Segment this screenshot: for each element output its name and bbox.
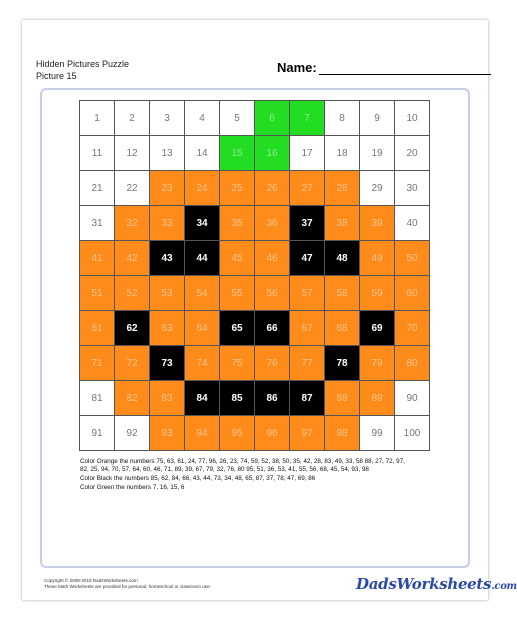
grid-cell[interactable]: 50 [395, 241, 430, 276]
grid-cell[interactable]: 55 [220, 276, 255, 311]
grid-cell[interactable]: 29 [360, 171, 395, 206]
grid-cell[interactable]: 13 [150, 136, 185, 171]
grid-cell[interactable]: 38 [325, 206, 360, 241]
name-label: Name: [277, 60, 317, 75]
grid-cell[interactable]: 39 [360, 206, 395, 241]
logo-rest: Worksheets [396, 575, 492, 593]
grid-cell[interactable]: 66 [255, 311, 290, 346]
grid-cell[interactable]: 8 [325, 101, 360, 136]
page-title: Hidden Pictures Puzzle [36, 59, 130, 69]
grid-cell[interactable]: 37 [290, 206, 325, 241]
grid-cell[interactable]: 4 [185, 101, 220, 136]
grid-cell[interactable]: 54 [185, 276, 220, 311]
title-block [36, 58, 129, 82]
grid-cell[interactable]: 31 [80, 206, 115, 241]
grid-cell[interactable]: 65 [220, 311, 255, 346]
grid-cell[interactable]: 79 [360, 346, 395, 381]
grid-cell[interactable]: 81 [80, 381, 115, 416]
grid-cell[interactable]: 83 [150, 381, 185, 416]
grid-cell[interactable]: 89 [360, 381, 395, 416]
grid-cell[interactable]: 98 [325, 416, 360, 451]
grid-cell[interactable]: 36 [255, 206, 290, 241]
instruction-numbers: 75, 63, 61, 24, 77, 96, 26, 23, 74, 59, 52, 38, 50, 35, 42, 28, 83, 49, 33, 58 88, 27, 72, 97, 82, 25, 94, 70, 57, 64, 60, 46, 71, 89, 39, 67, 79, 32, 76, 80 95, 51, 36, 53, 41, 55, 56, 68, 45, 54, 93, 98 [80, 458, 405, 473]
grid-cell[interactable]: 9 [360, 101, 395, 136]
grid-cell[interactable]: 64 [185, 311, 220, 346]
grid-cell[interactable]: 52 [115, 276, 150, 311]
grid-cell[interactable]: 3 [150, 101, 185, 136]
grid-cell[interactable]: 30 [395, 171, 430, 206]
grid-cell[interactable]: 96 [255, 416, 290, 451]
grid-cell[interactable]: 25 [220, 171, 255, 206]
grid-cell[interactable]: 47 [290, 241, 325, 276]
grid-cell[interactable]: 77 [290, 346, 325, 381]
grid-cell[interactable]: 27 [290, 171, 325, 206]
grid-cell[interactable]: 97 [290, 416, 325, 451]
grid-cell[interactable]: 53 [150, 276, 185, 311]
grid-cell[interactable]: 26 [255, 171, 290, 206]
grid-cell[interactable]: 70 [395, 311, 430, 346]
grid-cell[interactable]: 20 [395, 136, 430, 171]
grid-cell[interactable]: 41 [80, 241, 115, 276]
logo-main: Dads [356, 575, 397, 593]
grid-cell[interactable]: 34 [185, 206, 220, 241]
grid-cell[interactable]: 48 [325, 241, 360, 276]
instruction-label: Color Black the numbers [80, 475, 149, 482]
grid-cell[interactable]: 58 [325, 276, 360, 311]
grid-cell[interactable]: 43 [150, 241, 185, 276]
grid-cell[interactable]: 1 [80, 101, 115, 136]
grid-cell[interactable]: 10 [395, 101, 430, 136]
grid-cell[interactable]: 56 [255, 276, 290, 311]
instruction-label: Color Green the numbers [80, 484, 152, 491]
grid-cell[interactable]: 16 [255, 136, 290, 171]
grid-cell[interactable]: 84 [185, 381, 220, 416]
grid-cell[interactable]: 61 [80, 311, 115, 346]
grid-cell[interactable]: 59 [360, 276, 395, 311]
grid-cell[interactable]: 72 [115, 346, 150, 381]
usage-note: These Math Worksheets are provided for personal, homeschool or classroom use. [44, 584, 211, 589]
grid-cell[interactable]: 75 [220, 346, 255, 381]
grid-cell[interactable]: 86 [255, 381, 290, 416]
instruction-label: Color Orange the numbers [80, 458, 155, 465]
page-subtitle: Picture 15 [36, 71, 77, 81]
grid-cell[interactable]: 19 [360, 136, 395, 171]
copyright-text: Copyright © 2008-2019 DadsWorksheets.com [44, 578, 138, 583]
grid-cell[interactable]: 6 [255, 101, 290, 136]
grid-cell[interactable]: 14 [185, 136, 220, 171]
grid-cell[interactable]: 60 [395, 276, 430, 311]
grid-cell[interactable]: 7 [290, 101, 325, 136]
grid-cell[interactable]: 85 [220, 381, 255, 416]
grid-cell[interactable]: 78 [325, 346, 360, 381]
grid-cell[interactable]: 40 [395, 206, 430, 241]
grid-cell[interactable]: 73 [150, 346, 185, 381]
grid-cell[interactable]: 33 [150, 206, 185, 241]
grid-cell[interactable]: 80 [395, 346, 430, 381]
grid-cell[interactable]: 35 [220, 206, 255, 241]
grid-cell[interactable]: 32 [115, 206, 150, 241]
grid-cell[interactable]: 95 [220, 416, 255, 451]
instruction-numbers: 7, 16, 15, 6 [152, 484, 185, 491]
grid-cell[interactable]: 21 [80, 171, 115, 206]
logo-tld: .com [491, 581, 517, 592]
instruction-black [80, 475, 410, 483]
instruction-green [80, 484, 410, 492]
grid-cell[interactable]: 18 [325, 136, 360, 171]
grid-cell[interactable]: 90 [395, 381, 430, 416]
grid-cell[interactable]: 12 [115, 136, 150, 171]
instruction-orange [80, 458, 410, 474]
grid-cell[interactable]: 87 [290, 381, 325, 416]
grid-cell[interactable]: 24 [185, 171, 220, 206]
grid-cell[interactable]: 88 [325, 381, 360, 416]
grid-cell[interactable]: 46 [255, 241, 290, 276]
grid-cell[interactable]: 42 [115, 241, 150, 276]
grid-cell[interactable]: 63 [150, 311, 185, 346]
grid-cell[interactable]: 22 [115, 171, 150, 206]
coloring-instructions [80, 458, 410, 493]
grid-cell[interactable]: 67 [290, 311, 325, 346]
grid-cell[interactable]: 17 [290, 136, 325, 171]
grid-cell[interactable]: 82 [115, 381, 150, 416]
grid-cell[interactable]: 68 [325, 311, 360, 346]
name-underline[interactable] [319, 60, 491, 75]
name-field [277, 60, 491, 75]
worksheet-page [22, 20, 517, 600]
grid-cell[interactable]: 23 [150, 171, 185, 206]
grid-cell[interactable]: 99 [360, 416, 395, 451]
grid-cell[interactable]: 15 [220, 136, 255, 171]
grid-cell[interactable]: 45 [220, 241, 255, 276]
grid-cell[interactable]: 11 [80, 136, 115, 171]
grid-cell[interactable]: 5 [220, 101, 255, 136]
grid-cell[interactable]: 69 [360, 311, 395, 346]
grid-cell[interactable]: 51 [80, 276, 115, 311]
grid-cell[interactable]: 62 [115, 311, 150, 346]
grid-cell[interactable]: 100 [395, 416, 430, 451]
grid-cell[interactable]: 28 [325, 171, 360, 206]
brand-logo [356, 575, 517, 593]
grid-cell[interactable]: 74 [185, 346, 220, 381]
grid-cell[interactable]: 2 [115, 101, 150, 136]
grid-cell[interactable]: 44 [185, 241, 220, 276]
grid-cell[interactable]: 76 [255, 346, 290, 381]
grid-cell[interactable]: 91 [80, 416, 115, 451]
grid-cell[interactable]: 71 [80, 346, 115, 381]
grid-cell[interactable]: 94 [185, 416, 220, 451]
grid-cell[interactable]: 93 [150, 416, 185, 451]
instruction-numbers: 85, 62, 84, 66, 43, 44, 73, 34, 48, 65, 87, 37, 78, 47, 69, 86 [150, 475, 316, 482]
hundred-grid [79, 100, 430, 451]
grid-cell[interactable]: 92 [115, 416, 150, 451]
grid-cell[interactable]: 49 [360, 241, 395, 276]
grid-cell[interactable]: 57 [290, 276, 325, 311]
footer [44, 578, 211, 590]
